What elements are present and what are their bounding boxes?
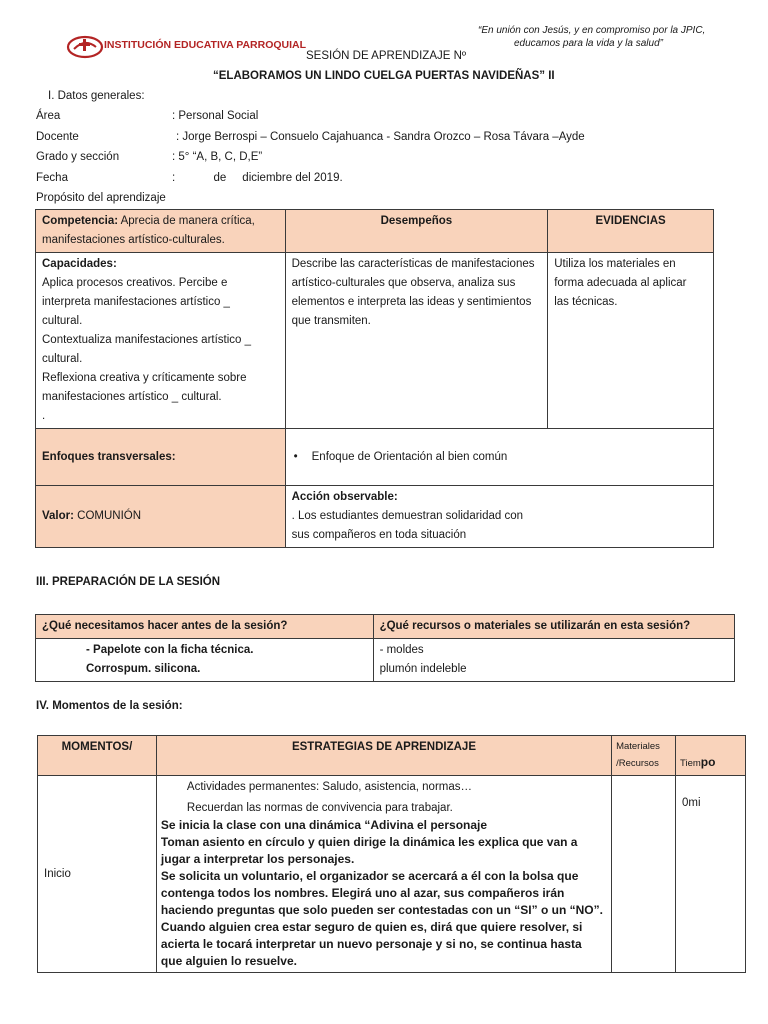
momentos-col-header: MOMENTOS/ — [38, 736, 157, 776]
preparacion-table — [35, 614, 735, 682]
valor-cell — [36, 486, 286, 548]
session-label: SESIÓN DE APRENDIZAJE Nº — [306, 50, 467, 62]
recurso-item: plumón indeleble — [379, 663, 467, 675]
strategy-line: Toman asiento en círculo y quien dirige la dinámica les explica que van a — [160, 835, 578, 849]
tiempo-col-header — [676, 736, 746, 776]
inicio-tiempo-cell: 0mi — [676, 776, 746, 973]
tiempo-header-b: po — [700, 755, 716, 769]
datos-heading: I. Datos generales: — [48, 90, 145, 102]
competencia-text-2: manifestaciones artístico-culturales. — [42, 234, 225, 246]
competencia-text-1: Aprecia de manera crítica, — [118, 215, 255, 227]
proposito-table — [35, 209, 714, 548]
accion-label: Acción observable: — [291, 491, 398, 503]
capacidades-line: . — [42, 410, 46, 422]
desempenos-line: artístico-culturales que observa, analiza sus — [291, 277, 516, 289]
grado-label: Grado y sección — [36, 151, 120, 163]
accion-cell — [285, 486, 713, 548]
motto-line-2: educamos para la vida y la salud” — [514, 38, 663, 49]
capacidades-cell — [36, 253, 286, 429]
momentos-table — [37, 735, 746, 973]
accion-line-1: . Los estudiantes demuestran solidaridad con — [291, 510, 524, 522]
preparacion-col1-header: ¿Qué necesitamos hacer antes de la sesión? — [36, 615, 374, 639]
evidencias-cell — [548, 253, 714, 429]
inicio-estrategias-cell — [156, 776, 611, 973]
desempenos-line: que transmiten. — [291, 315, 371, 327]
fecha-label: Fecha — [36, 172, 68, 184]
preparacion-col2-cell — [373, 639, 734, 682]
area-label: Área — [36, 110, 61, 122]
enfoque-item: Enfoque de Orientación al bien común — [311, 450, 508, 463]
momentos-heading: IV. Momentos de la sesión: — [36, 700, 183, 712]
materiales-header-line-2: /Recursos — [616, 758, 659, 769]
capacidades-line: manifestaciones artístico _ cultural. — [42, 391, 222, 403]
preparacion-col1-cell — [36, 639, 374, 682]
tiempo-header-a: Tiem — [680, 758, 701, 769]
area-value: : Personal Social — [172, 110, 259, 122]
strategy-line: contenga todos los nombres. Elegirá uno al azar, sus compañeros irán — [160, 886, 565, 900]
strategy-line: Se solicita un voluntario, el organizador se acercará a él con la bolsa que — [160, 869, 579, 883]
bullet-icon: • — [293, 450, 298, 463]
desempenos-line: elementos e interpreta las ideas y sentimientos — [291, 296, 532, 308]
preparacion-item: Corrospum. silicona. — [86, 663, 201, 675]
enfoques-cell — [285, 429, 713, 486]
capacidades-line: interpreta manifestaciones artístico _ — [42, 296, 230, 308]
accion-line-2: sus compañeros en toda situación — [291, 529, 467, 541]
grado-value: : 5° “A, B, C, D,E” — [172, 151, 263, 163]
capacidades-line: Aplica procesos creativos. Percibe e — [42, 277, 228, 289]
capacidades-line: Reflexiona creativa y críticamente sobre — [42, 372, 247, 384]
estrategias-col-header: ESTRATEGIAS DE APRENDIZAJE — [156, 736, 611, 776]
motto-line-1: “En unión con Jesús, y en compromiso por la JPIC, — [478, 25, 706, 36]
inicio-label: Inicio — [38, 776, 157, 973]
preparacion-item: - Papelote con la ficha técnica. — [86, 644, 254, 656]
capacidades-line: cultural. — [42, 353, 83, 365]
strategy-line: haciendo preguntas que solo pueden ser contestadas con un “SI” o un “NO”. — [160, 903, 603, 917]
capacidades-line: Contextualiza manifestaciones artístico _ — [42, 334, 252, 346]
desempenos-header: Desempeños — [285, 210, 548, 253]
docente-label: Docente — [36, 131, 79, 143]
desempenos-cell — [285, 253, 548, 429]
intro-line: Actividades permanentes: Saludo, asistencia, normas… — [186, 781, 472, 793]
capacidades-line: cultural. — [42, 315, 83, 327]
recurso-item: - moldes — [379, 644, 424, 656]
strategy-line: acierta le tocará interpretar un nuevo personaje y si no, se continua hasta — [160, 937, 582, 951]
preparacion-heading: III. PREPARACIÓN DE LA SESIÓN — [36, 576, 221, 588]
competencia-label: Competencia: — [42, 215, 119, 227]
inicio-materiales-cell — [612, 776, 676, 973]
docente-value: : Jorge Berrospi – Consuelo Cajahuanca - Sandra Orozco – Rosa Távara –Ayde — [176, 131, 585, 143]
evidencias-line: las técnicas. — [554, 296, 618, 308]
materiales-header-line-1: Materiales — [616, 741, 660, 752]
enfoques-label: Enfoques transversales: — [36, 429, 286, 486]
strategy-line: Cuando alguien crea estar seguro de quien es, dirá que quiere resolver, si — [160, 920, 583, 934]
valor-label: Valor: — [42, 510, 74, 522]
evidencias-line: Utiliza los materiales en — [554, 258, 676, 270]
strategy-line: que alguien lo resuelve. — [160, 954, 297, 968]
competencia-cell — [36, 210, 286, 253]
materiales-col-header — [612, 736, 676, 776]
desempenos-line: Describe las características de manifestaciones — [291, 258, 535, 270]
session-title: “ELABORAMOS UN LINDO CUELGA PUERTAS NAVIDEÑAS” II — [213, 70, 555, 82]
institution-name: INSTITUCIÓN EDUCATIVA PARROQUIAL — [104, 39, 307, 51]
proposito-label: Propósito del aprendizaje — [36, 192, 166, 204]
strategy-line: Se inicia la clase con una dinámica “Adivina el personaje — [160, 818, 488, 832]
valor-text: COMUNIÓN — [73, 510, 142, 522]
evidencias-line: forma adecuada al aplicar — [554, 277, 687, 289]
capacidades-label: Capacidades: — [42, 258, 117, 270]
preparacion-col2-header: ¿Qué recursos o materiales se utilizarán en esta sesión? — [373, 615, 734, 639]
fecha-value: : de diciembre del 2019. — [172, 172, 343, 184]
strategy-line: jugar a interpretar los personajes. — [160, 852, 355, 866]
intro-line: Recuerdan las normas de convivencia para trabajar. — [186, 802, 453, 814]
evidencias-header: EVIDENCIAS — [548, 210, 714, 253]
school-logo-icon — [66, 34, 104, 60]
